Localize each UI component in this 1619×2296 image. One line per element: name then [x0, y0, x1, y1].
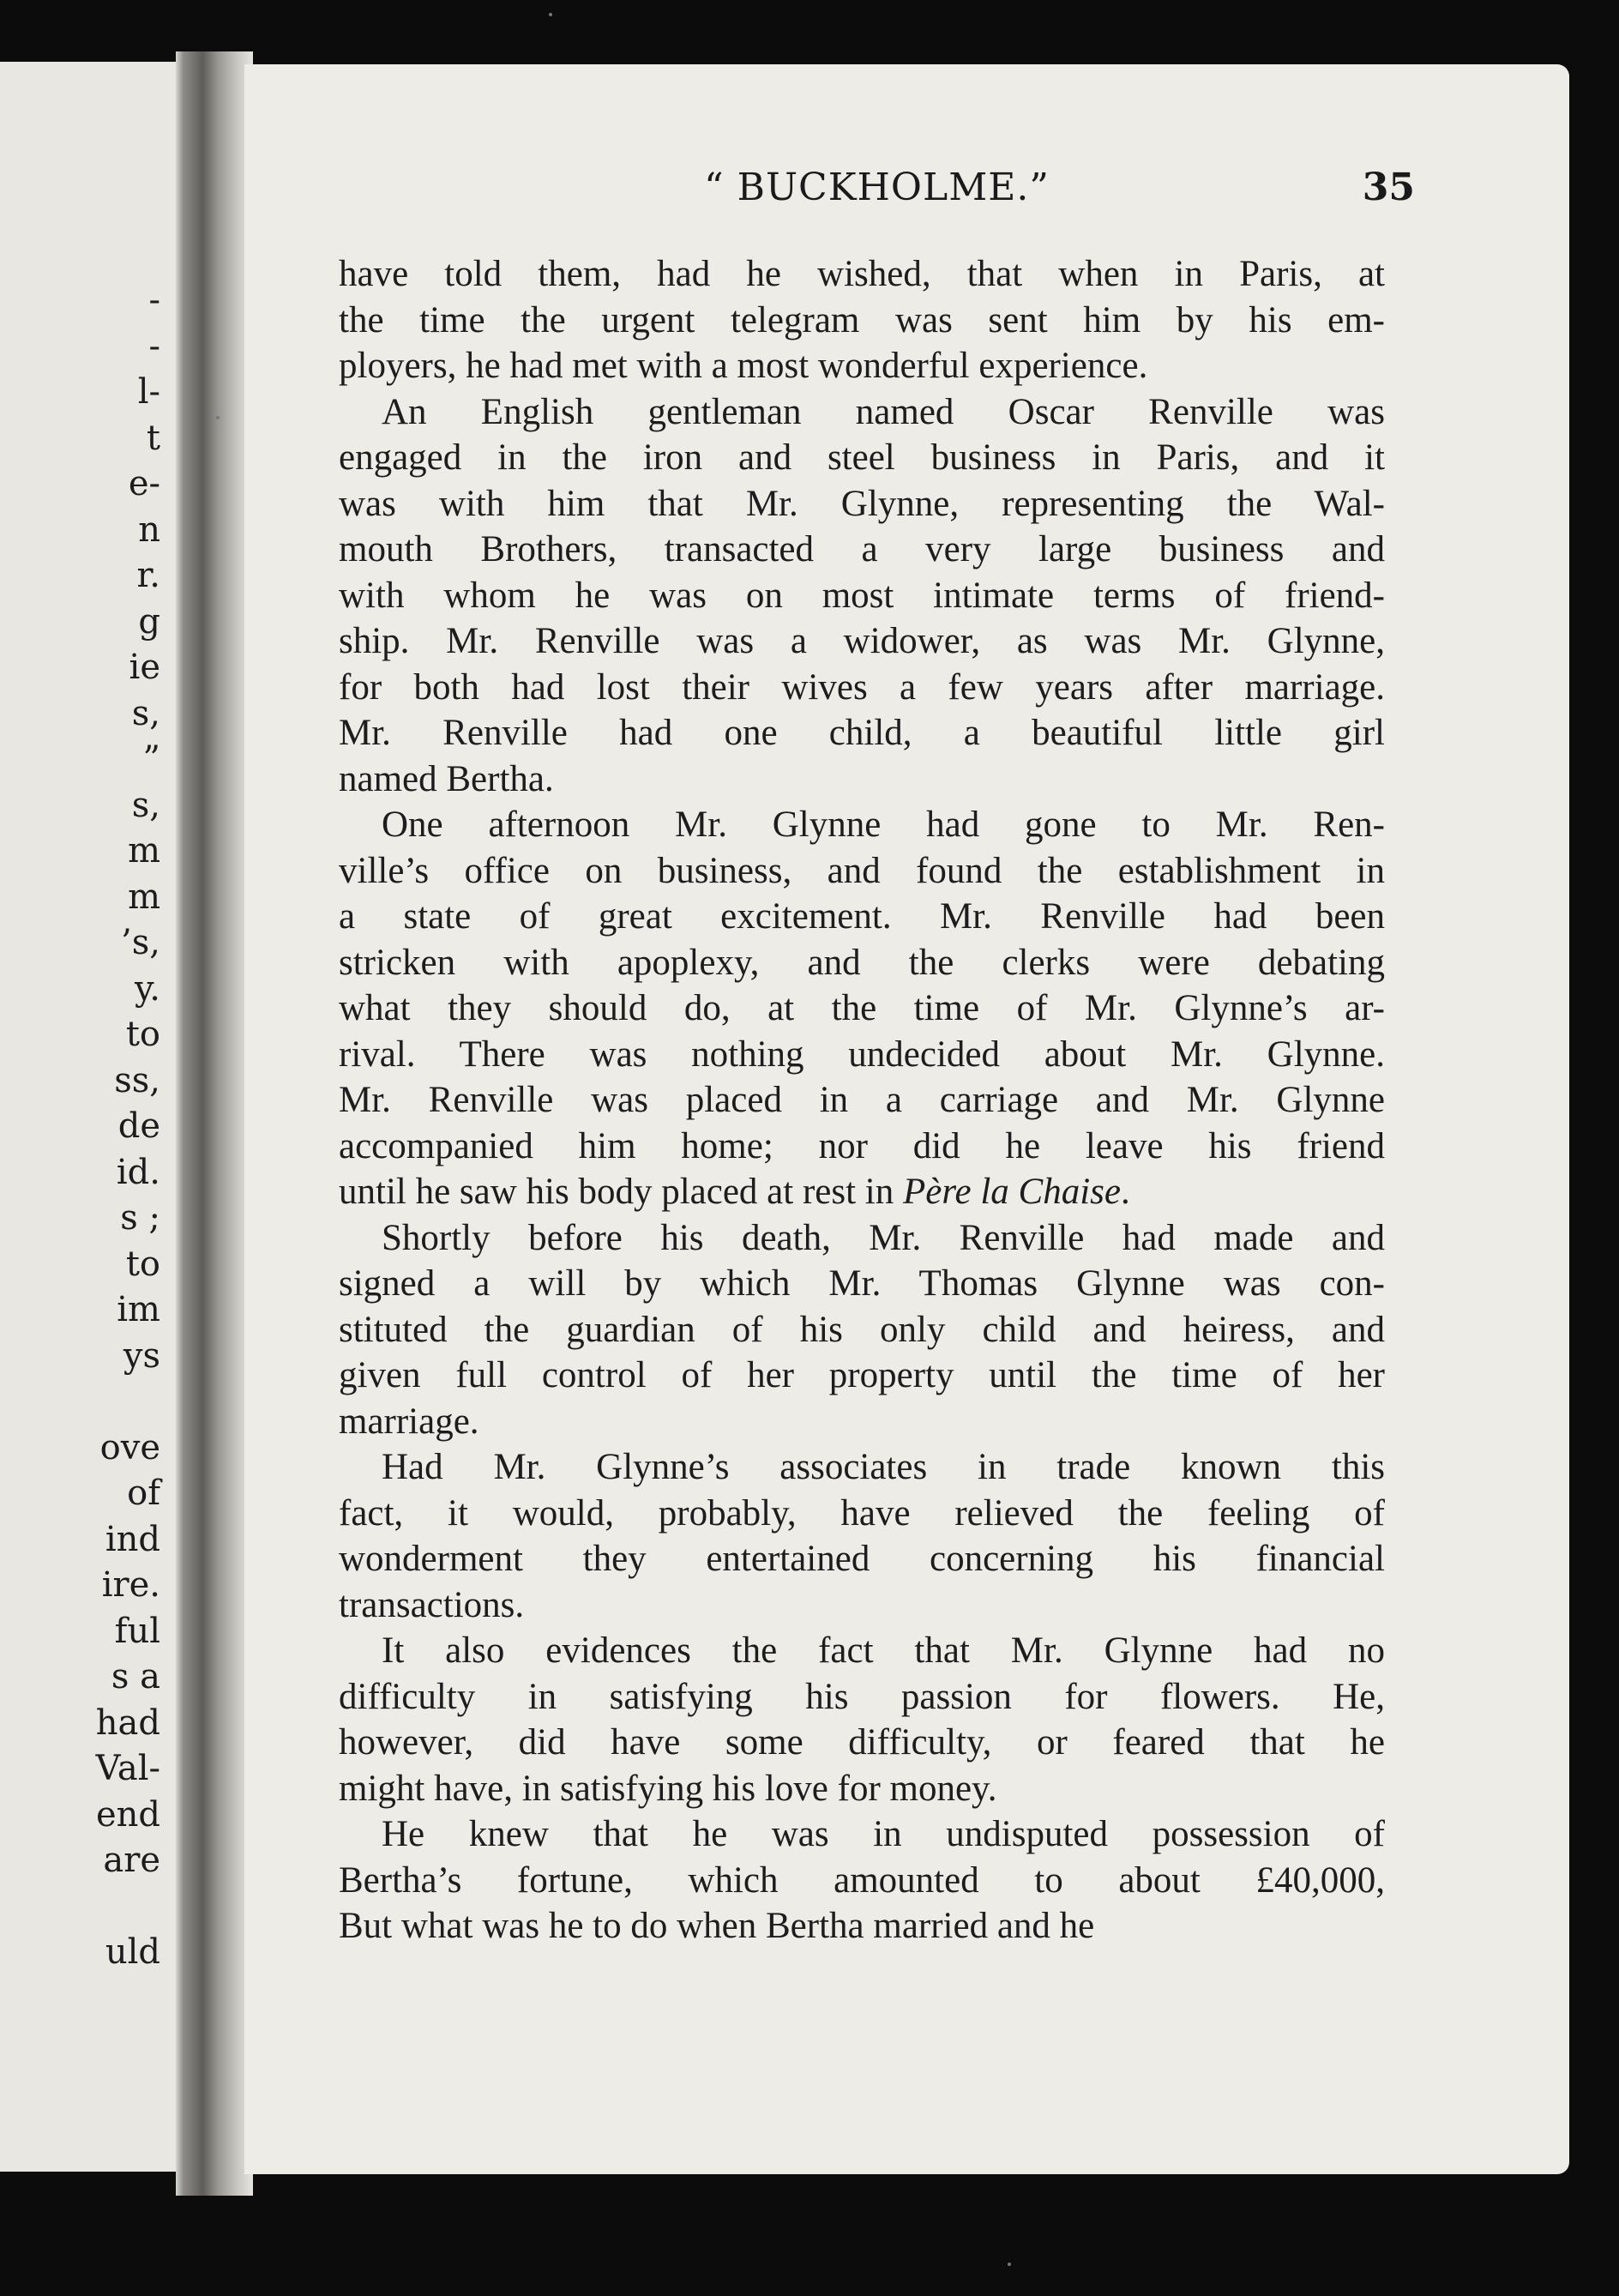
dust-speck — [549, 13, 552, 16]
text-line: difficulty in satisfying his passion for flowers. He, — [339, 1676, 1385, 1717]
left-page-line-fragment: ie — [129, 648, 160, 687]
paragraph — [339, 1811, 1385, 1949]
text-line: marriage. — [339, 1401, 479, 1442]
text-line: One afternoon Mr. Glynne had gone to Mr. Ren- — [382, 805, 1385, 845]
text-line: named Bertha. — [339, 758, 554, 799]
left-page-line-fragment: ire. — [101, 1565, 160, 1605]
text-line: ship. Mr. Renville was a widower, as was Mr. Glynne, — [339, 621, 1385, 661]
paragraph — [339, 389, 1385, 803]
left-page-line-fragment: s, — [131, 785, 160, 825]
book-gutter — [176, 51, 253, 2196]
left-page-line-fragment: s, — [131, 693, 160, 733]
text-line: Bertha’s fortune, which amounted to about £40,000, — [339, 1859, 1385, 1901]
left-page-line-fragment: ove — [99, 1427, 160, 1467]
text-line: mouth Brothers, transacted a very large business and — [339, 529, 1385, 569]
text-line: stituted the guardian of his only child and heiress, and — [339, 1309, 1385, 1350]
dust-speck — [216, 416, 220, 419]
paragraph — [339, 1215, 1385, 1445]
body-text — [339, 251, 1385, 1949]
text-line: with whom he was on most intimate terms of friend- — [339, 575, 1385, 616]
text-line: signed a will by which Mr. Thomas Glynne was con- — [339, 1263, 1385, 1304]
dust-speck — [1008, 2263, 1011, 2266]
text-line: It also evidences the fact that Mr. Glynne had no — [382, 1630, 1385, 1671]
left-page-line-fragment: are — [103, 1841, 160, 1880]
left-page-line-fragment: n — [138, 509, 160, 550]
left-page-line-fragment: s ; — [120, 1198, 160, 1238]
left-page-line-fragment: ’s, — [121, 923, 160, 962]
text-line: might have, in satisfying his love for money. — [339, 1768, 997, 1809]
text-line: wonderment they entertained concerning his financial — [339, 1539, 1385, 1579]
text-line: ployers, he had met with a most wonderful experience. — [339, 346, 1148, 386]
text-line: rival. There was nothing undecided about Mr. Glynne. — [339, 1034, 1385, 1075]
text-line: Mr. Renville was placed in a carriage and Mr. Glynne — [339, 1080, 1385, 1120]
left-page-line-fragment: t — [146, 418, 160, 458]
text-line: the time the urgent telegram was sent him by his em- — [339, 299, 1385, 340]
text-line: for both had lost their wives a few years after marriage. — [339, 666, 1385, 708]
left-page-line-fragment: s a — [111, 1657, 160, 1696]
left-page-line-fragment: ss, — [114, 1060, 160, 1100]
left-page-line-fragment: ful — [114, 1611, 160, 1651]
left-facing-page — [0, 62, 184, 2172]
left-page-line-fragment: to — [125, 1015, 160, 1054]
left-page-line-fragment: ys — [123, 1335, 160, 1376]
text-line: Mr. Renville had one child, a beautiful little girl — [339, 713, 1385, 753]
paragraph — [339, 1444, 1385, 1628]
left-page-line-fragment: had — [95, 1702, 160, 1743]
text-line: stricken with apoplexy, and the clerks were debating — [339, 942, 1385, 983]
left-page-line-fragment: uld — [105, 1932, 160, 1972]
running-head — [339, 166, 1415, 226]
text-line: fact, it would, probably, have relieved the feeling of — [339, 1492, 1385, 1534]
left-page-line-fragment: of — [127, 1473, 160, 1513]
left-page-line-fragment: r. — [136, 556, 160, 595]
text-line: Shortly before his death, Mr. Renville had made and — [382, 1217, 1385, 1258]
left-page-line-fragment: end — [95, 1794, 160, 1835]
left-page-line-fragment: m — [128, 877, 160, 917]
text-line: a state of great excitement. Mr. Renville had been — [339, 896, 1385, 937]
text-line: given full control of her property until the time of her — [339, 1355, 1385, 1395]
left-page-line-fragment: de — [117, 1106, 160, 1146]
text-line: was with him that Mr. Glynne, representing the Wal- — [339, 483, 1385, 524]
left-page-line-fragment: im — [117, 1290, 160, 1329]
left-page-line-fragment: ” — [142, 739, 160, 779]
running-title: “ BUCKHOLME.” — [704, 166, 1050, 209]
left-page-line-fragment: id. — [116, 1152, 160, 1192]
page-number: 35 — [1362, 166, 1415, 209]
text-line: accompanied him home; nor did he leave his friend — [339, 1125, 1385, 1166]
left-page-line-fragment: - — [148, 280, 160, 320]
left-page-line-fragment: g — [138, 601, 160, 642]
dust-speck — [190, 1209, 194, 1213]
paragraph — [339, 251, 1385, 389]
text-line: An English gentleman named Oscar Renville was — [382, 391, 1385, 432]
paragraph — [339, 802, 1385, 1215]
text-line: He knew that he was in undisputed possession of — [382, 1814, 1385, 1854]
text-line: however, did have some difficulty, or feared that he — [339, 1722, 1385, 1763]
text-line: transactions. — [339, 1584, 525, 1625]
text-line: Had Mr. Glynne’s associates in trade known this — [382, 1447, 1385, 1487]
text-line: until he saw his body placed at rest in Père la Chaise. — [339, 1172, 1130, 1212]
paragraph — [339, 1628, 1385, 1811]
left-page-line-fragment: - — [148, 326, 160, 366]
right-page — [244, 64, 1569, 2174]
left-page-line-fragment: Val- — [95, 1749, 160, 1788]
left-page-line-fragment: m — [128, 831, 160, 871]
left-page-line-fragment: to — [125, 1244, 160, 1284]
text-line: what they should do, at the time of Mr. Glynne’s ar- — [339, 988, 1385, 1028]
text-line: ville’s office on business, and found the establishment in — [339, 850, 1385, 891]
left-page-line-fragment: y. — [135, 968, 160, 1009]
left-page-line-fragment: l- — [137, 372, 160, 412]
text-line: But what was he to do when Bertha married and he — [339, 1906, 1095, 1946]
text-line: have told them, had he wished, that when in Paris, at — [339, 254, 1385, 294]
left-page-line-fragment: ind — [105, 1519, 160, 1559]
left-page-line-fragment: e- — [128, 464, 160, 503]
text-line: engaged in the iron and steel business in Paris, and it — [339, 437, 1385, 478]
